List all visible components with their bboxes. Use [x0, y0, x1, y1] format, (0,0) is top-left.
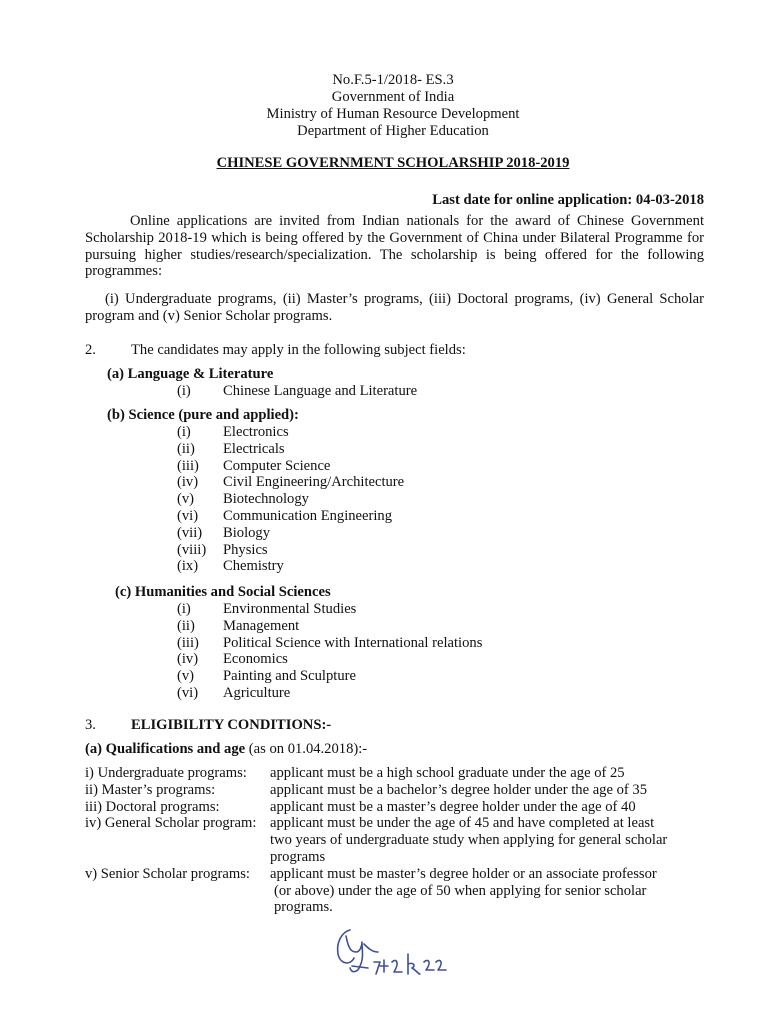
subject-group-heading: (c) Humanities and Social Sciences: [115, 584, 331, 600]
ministry-line: Ministry of Human Resource Development: [266, 106, 520, 122]
eligibility-requirement-line: two years of undergraduate study when applying for general scholar: [270, 832, 668, 849]
eligibility-program-label: iv) General Scholar program:: [85, 815, 257, 832]
last-date-notice: Last date for online application: 04-03-2018: [432, 192, 704, 208]
subject-item-number: (v): [177, 668, 195, 685]
subject-item-number: (ii): [177, 440, 195, 457]
subject-item-number: (ix): [177, 558, 199, 575]
handwritten-signature: [328, 922, 458, 982]
subject-item-number: (v): [177, 491, 195, 508]
subject-item-label: Political Science with International relations: [223, 634, 483, 651]
subject-item-label: Environmental Studies: [223, 601, 357, 617]
eligibility-requirement-line: applicant must be a high school graduate under the age of 25: [270, 765, 625, 781]
subject-item-number: (iii): [177, 634, 199, 651]
programmes-paragraph: (i) Undergraduate programs, (ii) Master’s programs, (iii) Doctoral programs, (iv) General Scholar program and (v) Senior Scholar programs.: [85, 291, 704, 324]
eligibility-requirement-line: applicant must be a bachelor’s degree holder under the age of 35: [270, 781, 647, 798]
subject-item-number: (iii): [177, 457, 199, 474]
eligibility-requirement-line: (or above) under the age of 50 when applying for senior scholar: [274, 882, 647, 899]
subject-item-label: Computer Science: [223, 457, 331, 474]
subject-item-number: (ii): [177, 617, 195, 634]
subject-item-label: Electronics: [223, 424, 289, 440]
eligibility-requirement-line: applicant must be under the age of 45 and have completed at least: [270, 815, 655, 832]
subject-item-label: Agriculture: [223, 685, 291, 701]
eligibility-program-label: i) Undergraduate programs:: [85, 765, 247, 781]
subject-item-number: (viii): [177, 541, 207, 558]
subject-item-label: Chemistry: [223, 558, 284, 575]
eligibility-program-label: ii) Master’s programs:: [85, 781, 216, 798]
eligibility-program-label: iii) Doctoral programs:: [85, 798, 220, 815]
government-line: Government of India: [331, 89, 455, 105]
subject-item-label: Electricals: [223, 440, 285, 457]
subject-item-label: Economics: [223, 651, 288, 668]
subject-item-label: Communication Engineering: [223, 508, 393, 524]
eligibility-requirement-line: applicant must be master’s degree holder or an associate professor: [270, 865, 657, 882]
department-line: Department of Higher Education: [297, 123, 489, 139]
section-2-number: 2.: [85, 342, 96, 358]
subject-item-label: Physics: [223, 541, 268, 558]
eligibility-heading: ELIGIBILITY CONDITIONS:-: [131, 717, 332, 733]
subject-item-label: Biotechnology: [223, 491, 309, 508]
subject-item-label: Biology: [223, 524, 271, 541]
file-number: No.F.5-1/2018- ES.3: [332, 72, 454, 88]
eligibility-requirement-line: programs: [270, 849, 326, 865]
subject-item-number: (i): [177, 383, 191, 399]
section-2-text: The candidates may apply in the following subject fields:: [131, 342, 466, 358]
eligibility-requirement-line: applicant must be a master’s degree holder under the age of 40: [270, 798, 636, 815]
subject-group-heading: (b) Science (pure and applied):: [107, 407, 299, 423]
subject-group-heading: (a) Language & Literature: [107, 366, 274, 382]
subject-item-number: (iv): [177, 651, 199, 668]
subject-item-label: Management: [223, 617, 300, 634]
section-3-number: 3.: [85, 717, 96, 733]
subject-item-number: (i): [177, 424, 191, 440]
subject-item-label: Chinese Language and Literature: [223, 383, 418, 399]
qualifications-subheading: (a) Qualifications and age (as on 01.04.2018):-: [85, 741, 368, 757]
document-title: CHINESE GOVERNMENT SCHOLARSHIP 2018-2019: [216, 155, 570, 171]
eligibility-program-label: v) Senior Scholar programs:: [85, 865, 250, 882]
subject-item-number: (vi): [177, 508, 199, 524]
subject-item-number: (vi): [177, 685, 199, 701]
subject-item-number: (iv): [177, 474, 199, 491]
subject-item-label: Painting and Sculpture: [223, 668, 356, 685]
subject-item-number: (vii): [177, 524, 203, 541]
subject-item-number: (i): [177, 601, 191, 617]
subject-item-label: Civil Engineering/Architecture: [223, 474, 405, 491]
eligibility-requirement-line: programs.: [274, 899, 333, 916]
intro-paragraph: Online applications are invited from Indian nationals for the award of Chinese Government Scholarship 2018-19 which is being offered by the Government of China under Bilateral Programme for pursuing higher studies/research/specialization. The scholarship is being offered for the following programmes:: [85, 213, 704, 280]
